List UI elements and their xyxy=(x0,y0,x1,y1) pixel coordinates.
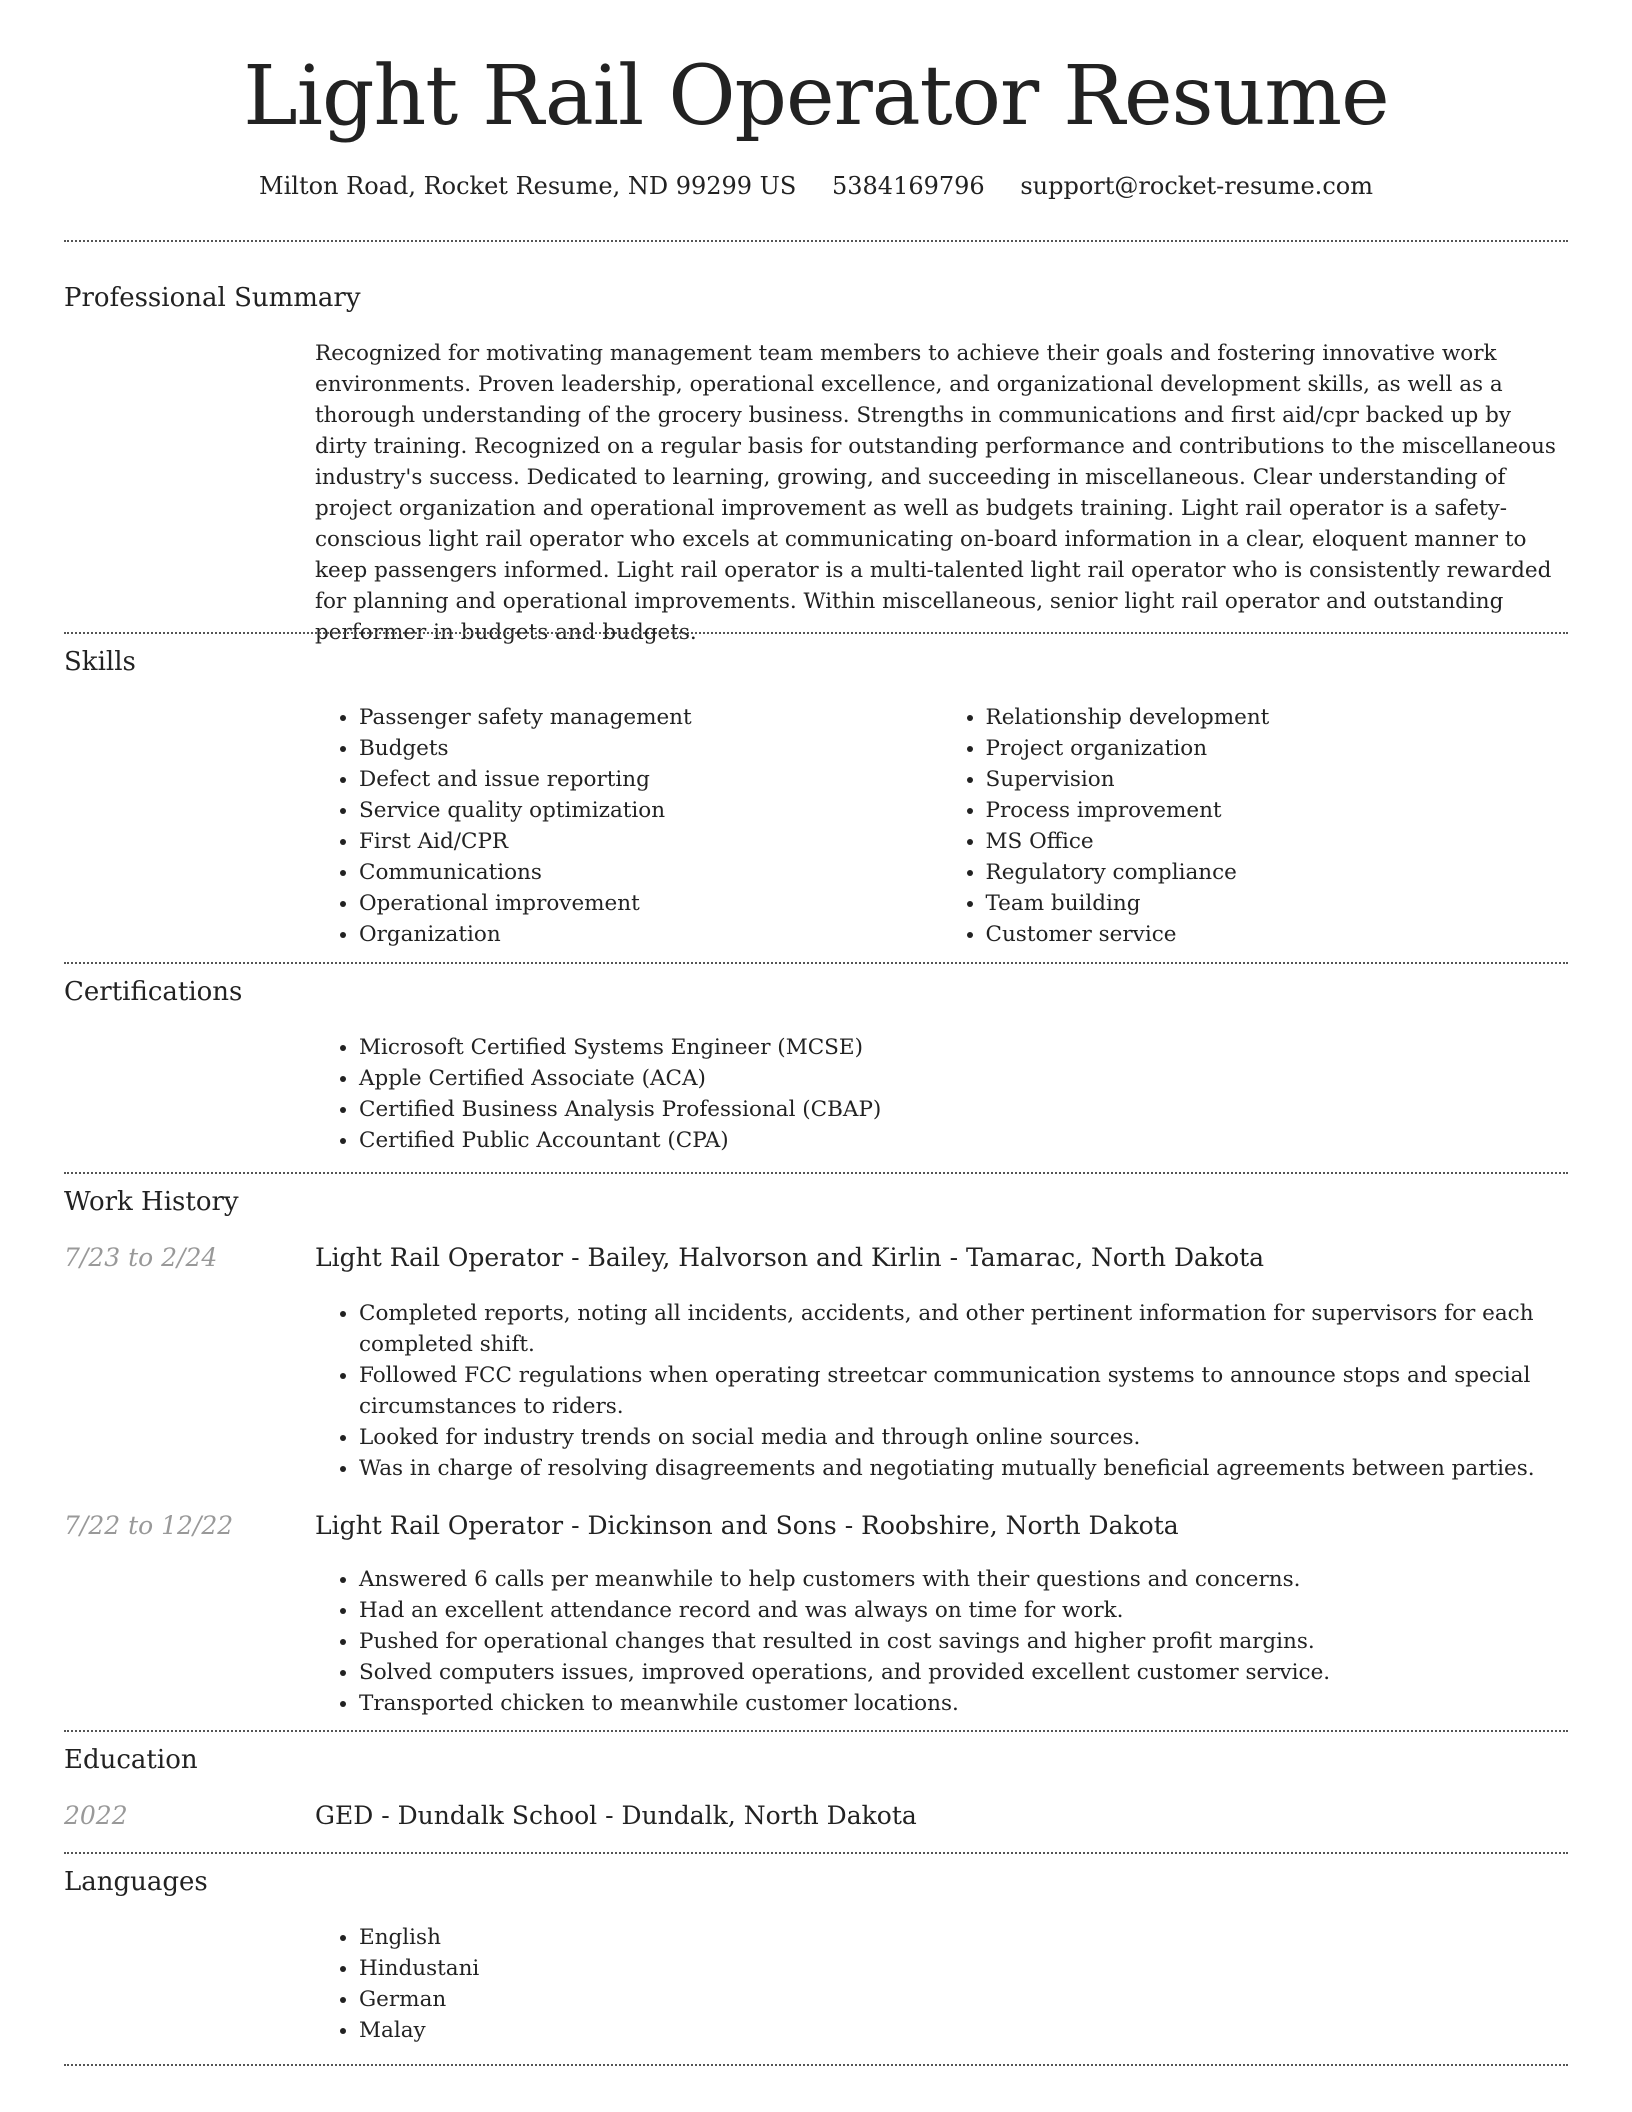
education-entry: GED - Dundalk School - Dundalk, North Dakota xyxy=(315,1801,917,1830)
certifications-heading: Certifications xyxy=(64,977,243,1007)
languages-body xyxy=(315,1922,1568,2046)
job-bullets xyxy=(315,1298,1568,1484)
job-title: Light Rail Operator - Bailey, Halvorson and Kirlin - Tamarac, North Dakota xyxy=(315,1243,1265,1272)
certification-item: • Certified Public Accountant (CPA) xyxy=(359,1125,1568,1156)
skill-item: • Budgets xyxy=(359,733,942,764)
job-bullet: • Answered 6 calls per meanwhile to help customers with their questions and concerns. xyxy=(359,1564,1568,1595)
language-item: • Hindustani xyxy=(359,1953,1568,1984)
languages-heading: Languages xyxy=(64,1867,208,1897)
certifications-section xyxy=(64,962,1568,1174)
job-bullet-list xyxy=(315,1564,1568,1719)
skill-item: • Regulatory compliance xyxy=(986,857,1569,888)
job-dates: 7/23 to 2/24 xyxy=(64,1243,218,1272)
education-year: 2022 xyxy=(64,1801,128,1830)
job-bullet: • Transported chicken to meanwhile customer locations. xyxy=(359,1688,1568,1719)
skill-item: • Service quality optimization xyxy=(359,795,942,826)
skill-item: • Customer service xyxy=(986,919,1569,950)
skill-item: • Project organization xyxy=(986,733,1569,764)
job-dates: 7/22 to 12/22 xyxy=(64,1511,234,1540)
work-history-heading: Work History xyxy=(64,1187,239,1217)
skills-right-list xyxy=(942,702,1569,950)
contact-phone: 5384169796 xyxy=(832,172,985,200)
skills-heading: Skills xyxy=(64,647,136,677)
language-item: • German xyxy=(359,1984,1568,2015)
job-bullet: • Looked for industry trends on social media and through online sources. xyxy=(359,1422,1568,1453)
summary-section xyxy=(64,240,1568,645)
skill-item: • Defect and issue reporting xyxy=(359,764,942,795)
job-bullet: • Was in charge of resolving disagreements and negotiating mutually beneficial agreements between parties. xyxy=(359,1453,1568,1484)
job-title: Light Rail Operator - Dickinson and Sons - Roobshire, North Dakota xyxy=(315,1511,1179,1540)
skills-left-list xyxy=(315,702,942,950)
skill-item: • Passenger safety management xyxy=(359,702,942,733)
job-bullet: • Followed FCC regulations when operating streetcar communication systems to announce stops and special circumstances to riders. xyxy=(359,1360,1568,1422)
job-bullet: • Pushed for operational changes that resulted in cost savings and higher profit margins. xyxy=(359,1626,1568,1657)
resume-title: Light Rail Operator Resume xyxy=(243,49,1389,144)
work-history-section xyxy=(64,1172,1568,1732)
certifications-list xyxy=(315,1032,1568,1156)
languages-section xyxy=(64,1852,1568,2066)
job-bullet-list xyxy=(315,1298,1568,1484)
skill-item: • Team building xyxy=(986,888,1569,919)
summary-body xyxy=(315,338,1568,648)
contact-line xyxy=(0,170,1632,204)
summary-heading: Professional Summary xyxy=(64,283,361,313)
job-bullets xyxy=(315,1564,1568,1719)
skill-item: • Operational improvement xyxy=(359,888,942,919)
skill-item: • Relationship development xyxy=(986,702,1569,733)
summary-text: Recognized for motivating management team members to achieve their goals and fostering innovative work environments. Proven leadership, operational excellence, and organizational development skills, as well as a thorough understanding of the grocery business. Strengths in communications and first aid/cpr backed up by dirty training. Recognized on a regular basis for outstanding performance and contributions to the miscellaneous industry's success. Dedicated to learning, growing, and succeeding in miscellaneous. Clear understanding of project organization and operational improvement as well as budgets training. Light rail operator is a safety-conscious light rail operator who excels at communicating on-board information in a clear, eloquent manner to keep passengers informed. Light rail operator is a multi-talented light rail operator who is consistently rewarded for planning and operational improvements. Within miscellaneous, senior light rail operator and outstanding performer in budgets and budgets. xyxy=(315,341,1556,645)
certification-item: • Microsoft Certified Systems Engineer (MCSE) xyxy=(359,1032,1568,1063)
certification-item: • Certified Business Analysis Professional (CBAP) xyxy=(359,1094,1568,1125)
language-item: • English xyxy=(359,1922,1568,1953)
skills-columns xyxy=(315,702,1568,950)
skill-item: • Organization xyxy=(359,919,942,950)
job-bullet: • Completed reports, noting all incidents, accidents, and other pertinent information for supervisors for each completed shift. xyxy=(359,1298,1568,1360)
languages-list xyxy=(315,1922,1568,2046)
certifications-body xyxy=(315,1032,1568,1156)
skills-section xyxy=(64,632,1568,964)
contact-address: Milton Road, Rocket Resume, ND 99299 US xyxy=(259,172,797,200)
contact-email: support@rocket-resume.com xyxy=(1020,172,1373,200)
education-heading: Education xyxy=(64,1745,198,1775)
job-bullet: • Had an excellent attendance record and was always on time for work. xyxy=(359,1595,1568,1626)
language-item: • Malay xyxy=(359,2015,1568,2046)
job-bullet: • Solved computers issues, improved operations, and provided excellent customer service. xyxy=(359,1657,1568,1688)
skill-item: • Supervision xyxy=(986,764,1569,795)
skill-item: • Communications xyxy=(359,857,942,888)
certification-item: • Apple Certified Associate (ACA) xyxy=(359,1063,1568,1094)
skill-item: • Process improvement xyxy=(986,795,1569,826)
education-section xyxy=(64,1730,1568,1854)
skill-item: • First Aid/CPR xyxy=(359,826,942,857)
skill-item: • MS Office xyxy=(986,826,1569,857)
